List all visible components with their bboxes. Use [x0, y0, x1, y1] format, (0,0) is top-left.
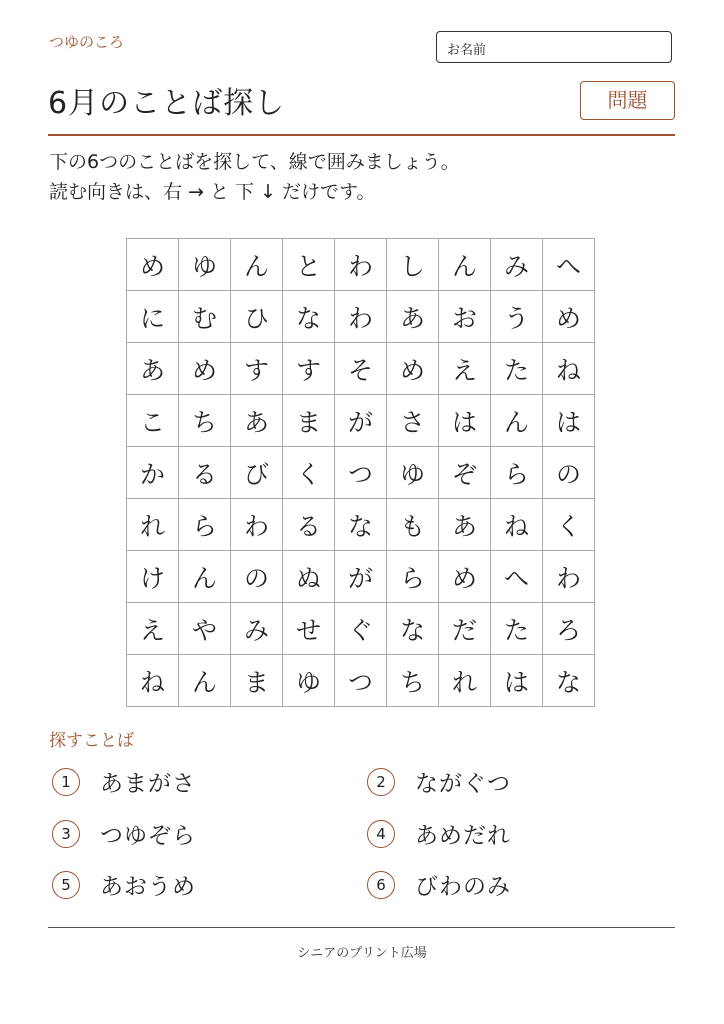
- grid-cell: へ: [491, 551, 543, 603]
- name-field-label: お名前: [447, 43, 487, 58]
- grid-cell: え: [439, 343, 491, 395]
- word-text: ながぐつ: [415, 771, 511, 797]
- grid-cell: あ: [387, 291, 439, 343]
- word-number: 3: [52, 820, 80, 848]
- grid-cell: わ: [543, 551, 595, 603]
- grid-cell: ん: [231, 239, 283, 291]
- grid-cell: か: [127, 447, 179, 499]
- grid-cell: う: [491, 291, 543, 343]
- grid-cell: ち: [387, 655, 439, 707]
- grid-cell: お: [439, 291, 491, 343]
- grid-cell: ん: [439, 239, 491, 291]
- grid-cell: は: [543, 395, 595, 447]
- grid-cell: さ: [387, 395, 439, 447]
- grid-cell: ゆ: [387, 447, 439, 499]
- grid-cell: ん: [179, 655, 231, 707]
- word-item-6: [367, 868, 511, 901]
- header-divider: [48, 134, 675, 136]
- grid-cell: ろ: [543, 603, 595, 655]
- grid-cell: の: [231, 551, 283, 603]
- instruction-line: 読む向きは、右 → と 下 ↓ だけです。: [49, 181, 376, 203]
- word-text: あめだれ: [415, 823, 511, 849]
- grid-cell: ら: [387, 551, 439, 603]
- grid-cell: は: [439, 395, 491, 447]
- grid-cell: ゆ: [179, 239, 231, 291]
- grid-cell: れ: [127, 499, 179, 551]
- grid-cell: あ: [231, 395, 283, 447]
- grid-cell: み: [231, 603, 283, 655]
- words-heading: 探すことば: [49, 731, 134, 751]
- grid-cell: め: [127, 239, 179, 291]
- word-item-3: [52, 817, 196, 850]
- grid-cell: め: [439, 551, 491, 603]
- grid-cell: わ: [335, 291, 387, 343]
- word-text: びわのみ: [415, 874, 511, 900]
- grid-cell: が: [335, 395, 387, 447]
- grid-cell: け: [127, 551, 179, 603]
- grid-cell: ま: [283, 395, 335, 447]
- grid-cell: が: [335, 551, 387, 603]
- grid-cell: ひ: [231, 291, 283, 343]
- word-item-4: [367, 817, 511, 850]
- grid-cell: ゆ: [283, 655, 335, 707]
- grid-cell: も: [387, 499, 439, 551]
- grid-cell: ぞ: [439, 447, 491, 499]
- grid-cell: ら: [491, 447, 543, 499]
- grid-cell: め: [179, 343, 231, 395]
- grid-cell: る: [283, 499, 335, 551]
- word-number: 1: [52, 768, 80, 796]
- grid-cell: に: [127, 291, 179, 343]
- grid-cell: れ: [439, 655, 491, 707]
- grid-cell: め: [387, 343, 439, 395]
- grid-cell: は: [491, 655, 543, 707]
- word-text: つゆぞら: [100, 823, 196, 849]
- grid-cell: わ: [231, 499, 283, 551]
- page-title: 6月のことば探し: [48, 86, 286, 121]
- problem-badge: 問題: [580, 81, 675, 120]
- grid-cell: み: [491, 239, 543, 291]
- grid-cell: く: [543, 499, 595, 551]
- category-label: つゆのころ: [49, 33, 125, 51]
- grid-cell: な: [283, 291, 335, 343]
- grid-cell: む: [179, 291, 231, 343]
- word-number: 5: [52, 871, 80, 899]
- instructions: [49, 147, 460, 207]
- grid-cell: あ: [127, 343, 179, 395]
- word-text: あまがさ: [100, 771, 196, 797]
- grid-cell: す: [283, 343, 335, 395]
- grid-cell: え: [127, 603, 179, 655]
- grid-cell: ら: [179, 499, 231, 551]
- grid-cell: の: [543, 447, 595, 499]
- grid-cell: ぐ: [335, 603, 387, 655]
- word-item-1: [52, 765, 196, 798]
- grid-cell: せ: [283, 603, 335, 655]
- word-text: あおうめ: [100, 874, 196, 900]
- instruction-line: 下の6つのことばを探して、線で囲みましょう。: [49, 151, 460, 173]
- grid-cell: な: [387, 603, 439, 655]
- name-field[interactable]: [436, 31, 672, 63]
- grid-cell: つ: [335, 447, 387, 499]
- grid-cell: な: [335, 499, 387, 551]
- grid-cell: た: [491, 603, 543, 655]
- grid-cell: と: [283, 239, 335, 291]
- word-number: 4: [367, 820, 395, 848]
- grid-cell: や: [179, 603, 231, 655]
- word-search-grid: [126, 238, 595, 707]
- word-item-2: [367, 765, 511, 798]
- grid-cell: し: [387, 239, 439, 291]
- word-item-5: [52, 868, 196, 901]
- grid-cell: ね: [127, 655, 179, 707]
- grid-cell: く: [283, 447, 335, 499]
- grid-cell: ま: [231, 655, 283, 707]
- grid-cell: る: [179, 447, 231, 499]
- footer-divider: [48, 927, 675, 928]
- footer-credit: シニアのプリント広場: [297, 946, 427, 961]
- grid-cell: ん: [491, 395, 543, 447]
- grid-cell: ん: [179, 551, 231, 603]
- word-number: 2: [367, 768, 395, 796]
- grid-cell: だ: [439, 603, 491, 655]
- grid-cell: こ: [127, 395, 179, 447]
- grid-cell: す: [231, 343, 283, 395]
- grid-cell: ち: [179, 395, 231, 447]
- grid-cell: そ: [335, 343, 387, 395]
- grid-cell: な: [543, 655, 595, 707]
- grid-cell: ね: [491, 499, 543, 551]
- grid-cell: び: [231, 447, 283, 499]
- grid-cell: つ: [335, 655, 387, 707]
- grid-cell: わ: [335, 239, 387, 291]
- grid-cell: あ: [439, 499, 491, 551]
- word-number: 6: [367, 871, 395, 899]
- grid-cell: へ: [543, 239, 595, 291]
- grid-cell: ぬ: [283, 551, 335, 603]
- grid-cell: ね: [543, 343, 595, 395]
- grid-cell: た: [491, 343, 543, 395]
- grid-cell: め: [543, 291, 595, 343]
